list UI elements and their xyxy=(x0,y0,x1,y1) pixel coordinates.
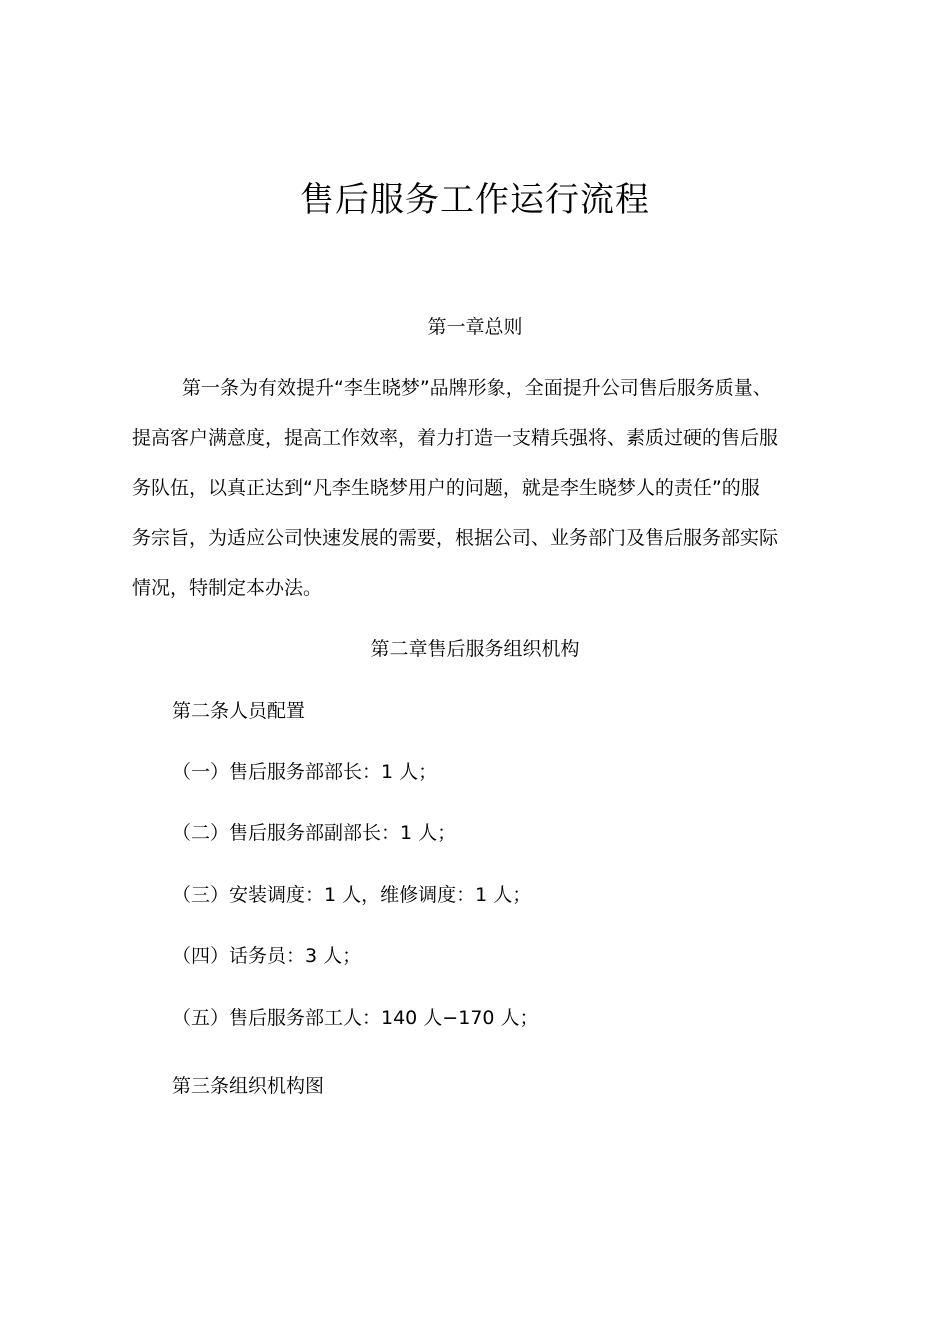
article-1-line-2: 提高客户满意度，提高工作效率，着力打造一支精兵强将、素质过硬的售后服 xyxy=(132,427,779,449)
staffing-item: （二）售后服务部副部长：1 人； xyxy=(172,822,457,844)
article-1-line-1: 第一条为有效提升“李生晓梦”品牌形象，全面提升公司售后服务质量、 xyxy=(182,377,772,399)
article-1-line-3: 务队伍，以真正达到“凡李生晓梦用户的问题，就是李生晓梦人的责任”的服 xyxy=(132,477,760,499)
article-2-heading: 第二条人员配置 xyxy=(172,700,306,722)
document-title: 售后服务工作运行流程 xyxy=(300,180,650,220)
staffing-item: （一）售后服务部部长：1 人； xyxy=(172,761,438,783)
staffing-item: （五）售后服务部工人：140 人−170 人； xyxy=(172,1007,539,1029)
article-1-line-4: 务宗旨，为适应公司快速发展的需要，根据公司、业务部门及售后服务部实际 xyxy=(132,527,779,549)
staffing-item: （三）安装调度：1 人，维修调度：1 人； xyxy=(172,884,532,906)
article-3-heading: 第三条组织机构图 xyxy=(172,1075,325,1097)
chapter-1-heading: 第一章总则 xyxy=(427,316,523,338)
chapter-2-heading: 第二章售后服务组织机构 xyxy=(370,638,580,660)
article-1-line-5: 情况，特制定本办法。 xyxy=(132,577,323,599)
staffing-item: （四）话务员：3 人； xyxy=(172,945,362,967)
